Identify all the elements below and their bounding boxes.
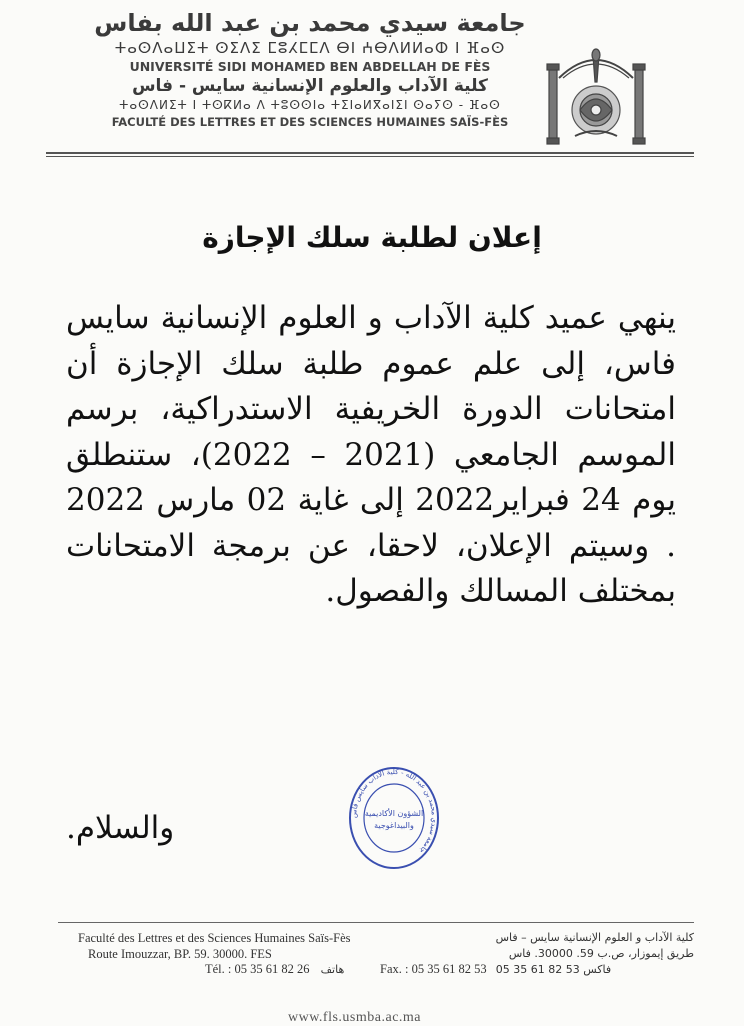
university-name-ar: جامعة سيدي محمد بن عبد الله بفاس bbox=[94, 9, 526, 37]
official-stamp-icon bbox=[348, 766, 440, 870]
footer-faculty-ar: كلية الآداب و العلوم الإنسانية سايس – فاس bbox=[495, 931, 694, 944]
university-logo-icon bbox=[545, 48, 647, 146]
footer-route-fr: Route Imouzzar, BP. 59. 30000. FES bbox=[88, 947, 272, 961]
header-divider bbox=[46, 152, 694, 154]
letterhead-text bbox=[85, 8, 535, 131]
footer-phone bbox=[205, 962, 344, 977]
footer-faculty-fr: Faculté des Lettres et des Sciences Humaines Saïs-Fès bbox=[78, 931, 351, 945]
closing-salutation: والسلام. bbox=[66, 810, 175, 846]
stamp-outer-text: جامعة سيدي محمد بن عبد الله - كلية الآداب سايس فاس bbox=[349, 767, 439, 856]
faculty-name-tifinagh: ⵜⴰⵙⴷⵍⵉⵜ ⵏ ⵜⵙⴽⵍⴰ ⴷ ⵜⵓⵙⵙⵏⴰ ⵜⵉⵏⴰⵍⴳⴰⵏⵉⵏ ⵙⴰⵢⵙ - ⴼⴰⵙ bbox=[119, 98, 501, 112]
header-divider-thin bbox=[46, 156, 694, 157]
stamp-line-2: والبيداغوجية bbox=[374, 821, 414, 830]
faculty-name-fr: FACULTÉ DES LETTRES ET DES SCIENCES HUMAINES SAÏS-FÈS bbox=[111, 115, 509, 129]
phone-label-ar: هاتف bbox=[320, 963, 345, 976]
stamp-line-1: الشؤون الأكاديمية bbox=[364, 809, 424, 818]
fax-label-ar: فاكس 53 82 61 35 05 bbox=[495, 963, 612, 976]
letterhead bbox=[0, 0, 744, 160]
footer-divider bbox=[58, 922, 694, 923]
phone-number: Tél. : 05 35 61 82 26 bbox=[205, 962, 310, 976]
faculty-name-ar: كلية الآداب والعلوم الإنسانية سايس - فاس bbox=[132, 76, 488, 96]
footer-fax bbox=[380, 962, 611, 977]
footer-route-ar: طريق إيموزار، ص.ب 59. 30000. فاس bbox=[508, 947, 694, 960]
footer-address-ar bbox=[410, 930, 694, 962]
university-name-fr: UNIVERSITÉ SIDI MOHAMED BEN ABDELLAH DE FÈS bbox=[129, 59, 491, 74]
university-name-tifinagh: ⵜⴰⵙⴷⴰⵡⵉⵜ ⵙⵉⴷⵉ ⵎⵓⵃⵎⵎⴷ ⴱⵏ ⵄⴱⴷⵍⵍⴰⵀ ⵏ ⴼⴰⵙ bbox=[114, 39, 506, 57]
announcement-title: إعلان لطلبة سلك الإجازة bbox=[202, 221, 542, 254]
announcement-body: ينهي عميد كلية الآداب و العلوم الإنسانية سايس فاس، إلى علم عموم طلبة سلك الإجازة أن امتحانات الدورة الخريفية الاستدراكية، برسم الموسم الجامعي (2021 – 2022)، ستنطلق يوم 24 فبراير2022 إلى غاية 02 مارس 2022 . وسيتم الإعلان، لاحقا، عن برمجة الامتحانات بمختلف المسالك والفصول. bbox=[66, 300, 676, 609]
footer-address-fr bbox=[78, 930, 378, 962]
fax-number: Fax. : 05 35 61 82 53 bbox=[380, 962, 487, 976]
footer-website-link[interactable]: www.fls.usmba.ac.ma bbox=[288, 1010, 422, 1025]
